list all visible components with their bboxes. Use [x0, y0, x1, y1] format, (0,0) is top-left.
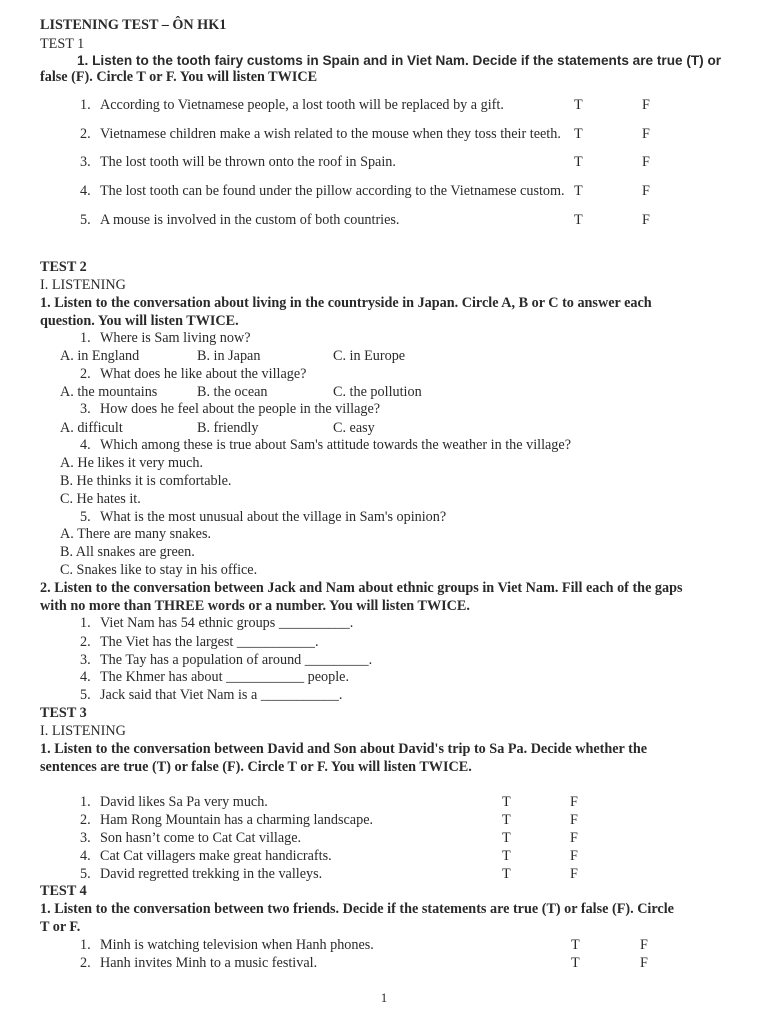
item-statement: Minh is watching television when Hanh phones. [100, 937, 374, 953]
false-option[interactable]: F [640, 955, 648, 971]
item-number: 1. [80, 97, 91, 113]
test4-heading: TEST 4 [40, 883, 87, 899]
true-option[interactable]: T [574, 154, 583, 170]
question-text: How does he feel about the people in the village? [100, 401, 381, 417]
false-option[interactable]: F [570, 794, 578, 810]
true-option[interactable]: T [574, 212, 583, 228]
test1-instruction-line2: false (F). Circle T or F. You will listen TWICE [40, 69, 318, 85]
true-option[interactable]: T [571, 937, 580, 953]
test4-instruction-line2: T or F. [40, 919, 81, 935]
answer-option-b[interactable]: B. friendly [197, 420, 259, 436]
item-statement: David regretted trekking in the valleys. [100, 866, 323, 882]
answer-option-c[interactable]: C. He hates it. [60, 491, 141, 507]
question-text: What does he like about the village? [100, 366, 307, 382]
question-number: 5. [80, 509, 91, 525]
false-option[interactable]: F [570, 830, 578, 846]
item-statement: A mouse is involved in the custom of both countries. [100, 212, 400, 228]
answer-option-c[interactable]: C. Snakes like to stay in his office. [60, 562, 258, 578]
test3-instruction-line2: sentences are true (T) or false (F). Circle T or F. You will listen TWICE. [40, 759, 472, 775]
test2-section-heading: I. LISTENING [40, 277, 126, 293]
item-statement: The lost tooth will be thrown onto the roof in Spain. [100, 154, 396, 170]
false-option[interactable]: F [642, 97, 650, 113]
true-option[interactable]: T [574, 126, 583, 142]
item-number: 3. [80, 652, 91, 668]
item-number: 4. [80, 848, 91, 864]
test2-heading: TEST 2 [40, 259, 87, 275]
answer-option-a[interactable]: A. He likes it very much. [60, 455, 204, 471]
gap-fill-text[interactable]: The Khmer has about ___________ people. [100, 669, 350, 685]
question-number: 4. [80, 437, 91, 453]
true-option[interactable]: T [502, 794, 511, 810]
false-option[interactable]: F [642, 154, 650, 170]
item-number: 2. [80, 126, 91, 142]
test2-part2-instruction-line1: 2. Listen to the conversation between Jack and Nam about ethnic groups in Viet Nam. Fill each of the gaps [40, 580, 683, 596]
answer-option-a[interactable]: A. There are many snakes. [60, 526, 212, 542]
item-statement: Hanh invites Minh to a music festival. [100, 955, 318, 971]
item-number: 4. [80, 183, 91, 199]
answer-option-c[interactable]: C. the pollution [333, 384, 422, 400]
gap-fill-text[interactable]: The Viet has the largest ___________. [100, 634, 319, 650]
answer-option-c[interactable]: C. easy [333, 420, 375, 436]
item-number: 5. [80, 866, 91, 882]
item-number: 3. [80, 830, 91, 846]
item-number: 2. [80, 955, 91, 971]
false-option[interactable]: F [570, 866, 578, 882]
item-number: 4. [80, 669, 91, 685]
false-option[interactable]: F [642, 212, 650, 228]
gap-fill-text[interactable]: The Tay has a population of around _________. [100, 652, 373, 668]
false-option[interactable]: F [642, 183, 650, 199]
item-number: 3. [80, 154, 91, 170]
true-option[interactable]: T [502, 866, 511, 882]
item-statement: According to Vietnamese people, a lost tooth will be replaced by a gift. [100, 97, 504, 113]
answer-option-a[interactable]: A. in England [60, 348, 140, 364]
item-statement: Cat Cat villagers make great handicrafts. [100, 848, 332, 864]
true-option[interactable]: T [574, 97, 583, 113]
test3-instruction-line1: 1. Listen to the conversation between David and Son about David's trip to Sa Pa. Decide whether the [40, 741, 648, 757]
false-option[interactable]: F [570, 812, 578, 828]
false-option[interactable]: F [640, 937, 648, 953]
item-number: 2. [80, 812, 91, 828]
page-number: 1 [380, 990, 388, 1005]
test2-part1-instruction-line2: question. You will listen TWICE. [40, 313, 239, 329]
document-title: LISTENING TEST – ÔN HK1 [40, 17, 227, 33]
question-text: Where is Sam living now? [100, 330, 251, 346]
test1-heading: TEST 1 [40, 36, 85, 52]
question-number: 3. [80, 401, 91, 417]
gap-fill-text[interactable]: Jack said that Viet Nam is a ___________. [100, 687, 343, 703]
item-number: 1. [80, 937, 91, 953]
item-number: 5. [80, 212, 91, 228]
test4-instruction-line1: 1. Listen to the conversation between two friends. Decide if the statements are true (T) or false (F). Circle [40, 901, 674, 917]
test3-heading: TEST 3 [40, 705, 87, 721]
true-option[interactable]: T [574, 183, 583, 199]
item-statement: David likes Sa Pa very much. [100, 794, 268, 810]
item-number: 2. [80, 634, 91, 650]
answer-option-a[interactable]: A. the mountains [60, 384, 158, 400]
test2-part2-instruction-line2: with no more than THREE words or a number. You will listen TWICE. [40, 598, 470, 614]
item-statement: The lost tooth can be found under the pillow according to the Vietnamese custom. [100, 183, 565, 199]
answer-option-b[interactable]: B. He thinks it is comfortable. [60, 473, 232, 489]
item-number: 1. [80, 615, 91, 631]
answer-option-c[interactable]: C. in Europe [333, 348, 406, 364]
item-statement: Ham Rong Mountain has a charming landscape. [100, 812, 374, 828]
answer-option-b[interactable]: B. All snakes are green. [60, 544, 195, 560]
answer-option-b[interactable]: B. the ocean [197, 384, 268, 400]
question-number: 1. [80, 330, 91, 346]
false-option[interactable]: F [642, 126, 650, 142]
question-number: 2. [80, 366, 91, 382]
false-option[interactable]: F [570, 848, 578, 864]
test2-part1-instruction-line1: 1. Listen to the conversation about living in the countryside in Japan. Circle A, B or C to answer each [40, 295, 652, 311]
gap-fill-text[interactable]: Viet Nam has 54 ethnic groups __________. [100, 615, 354, 631]
question-text: What is the most unusual about the village in Sam's opinion? [100, 509, 447, 525]
answer-option-b[interactable]: B. in Japan [197, 348, 261, 364]
test3-section-heading: I. LISTENING [40, 723, 126, 739]
test1-instruction-line1: 1. Listen to the tooth fairy customs in Spain and in Viet Nam. Decide if the statements are true (T) or [77, 53, 722, 68]
true-option[interactable]: T [502, 848, 511, 864]
answer-option-a[interactable]: A. difficult [60, 420, 123, 436]
item-statement: Son hasn’t come to Cat Cat village. [100, 830, 302, 846]
true-option[interactable]: T [571, 955, 580, 971]
true-option[interactable]: T [502, 812, 511, 828]
item-statement: Vietnamese children make a wish related to the mouse when they toss their teeth. [100, 126, 561, 142]
question-text: Which among these is true about Sam's attitude towards the weather in the village? [100, 437, 572, 453]
item-number: 1. [80, 794, 91, 810]
item-number: 5. [80, 687, 91, 703]
true-option[interactable]: T [502, 830, 511, 846]
